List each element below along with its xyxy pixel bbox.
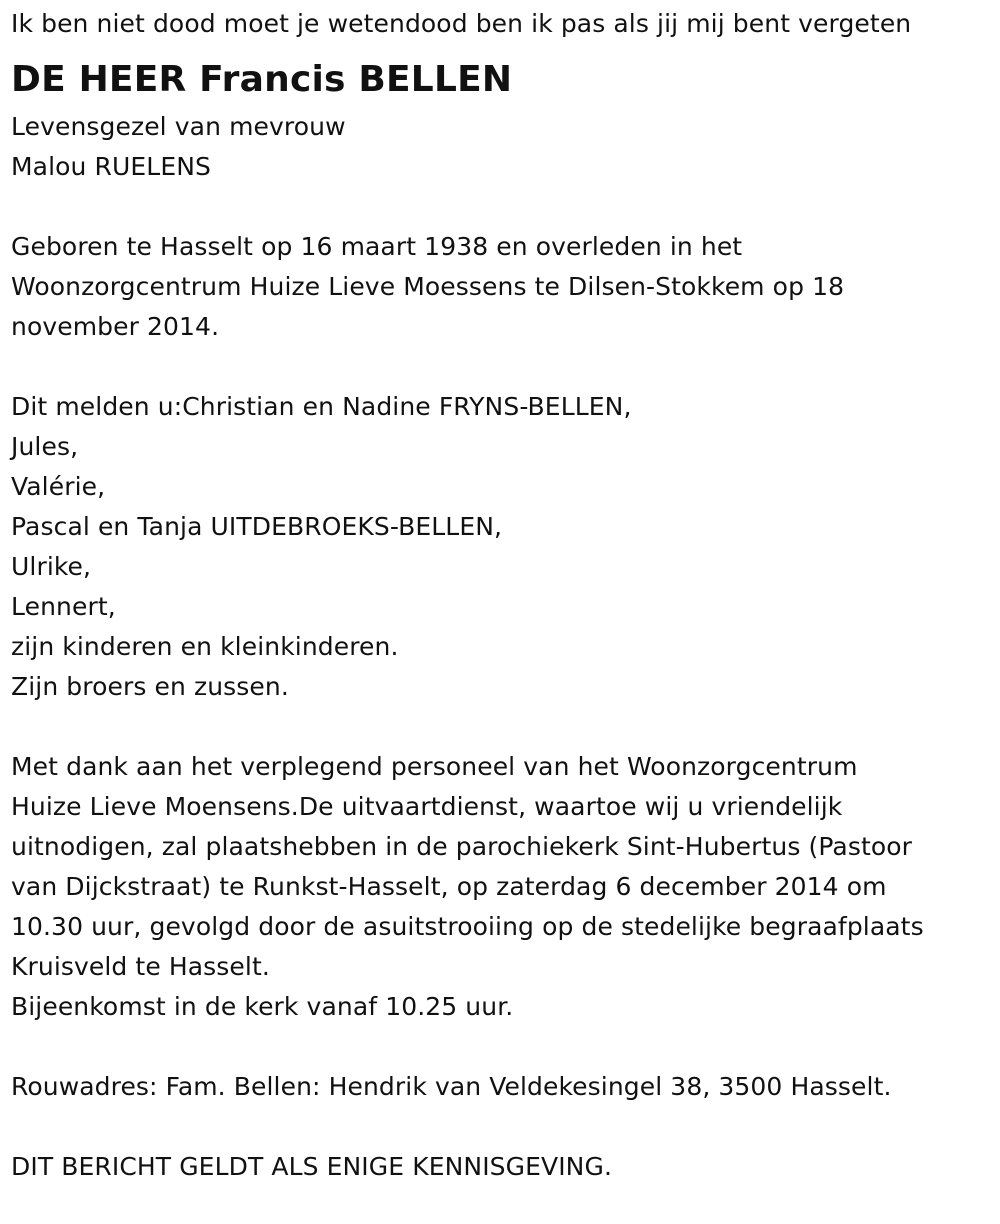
partner-line: Levensgezel van mevrouw <box>11 112 346 141</box>
birth-death-line: Woonzorgcentrum Huize Lieve Moessens te Dilsen-Stokkem op 18 <box>11 272 845 301</box>
deceased-name-heading: DE HEER Francis BELLEN <box>11 59 513 100</box>
service-line: Kruisveld te Hasselt. <box>11 952 270 981</box>
service-line: Bijeenkomst in de kerk vanaf 10.25 uur. <box>11 992 514 1021</box>
service-line: Huize Lieve Moensens.De uitvaartdienst, waartoe wij u vriendelijk <box>11 792 843 821</box>
birth-death-paragraph <box>11 227 991 347</box>
family-line: Ulrike, <box>11 552 92 581</box>
spacer <box>11 1027 991 1067</box>
spacer <box>11 707 991 747</box>
birth-death-line: Geboren te Hasselt op 16 maart 1938 en overleden in het <box>11 232 743 261</box>
service-line: van Dijckstraat) te Runkst-Hasselt, op zaterdag 6 december 2014 om <box>11 872 887 901</box>
service-line: 10.30 uur, gevolgd door de asuitstrooiing op de stedelijke begraafplaats <box>11 912 924 941</box>
family-line: Jules, <box>11 432 79 461</box>
family-line: Pascal en Tanja UITDEBROEKS-BELLEN, <box>11 512 503 541</box>
service-line: Met dank aan het verplegend personeel van het Woonzorgcentrum <box>11 752 858 781</box>
partner-name: Malou RUELENS <box>11 152 211 181</box>
family-line: zijn kinderen en kleinkinderen. <box>11 632 399 661</box>
family-line: Zijn broers en zussen. <box>11 672 289 701</box>
notice-text: DIT BERICHT GELDT ALS ENIGE KENNISGEVING. <box>11 1152 612 1181</box>
family-line: Dit melden u:Christian en Nadine FRYNS-BELLEN, <box>11 392 632 421</box>
family-line: Lennert, <box>11 592 116 621</box>
partner-block <box>11 107 991 187</box>
family-list <box>11 387 991 707</box>
motto-text: Ik ben niet dood moet je wetendood ben ik pas als jij mij bent vergeten <box>11 9 912 38</box>
mourning-address: Rouwadres: Fam. Bellen: Hendrik van Veldekesingel 38, 3500 Hasselt. <box>11 1072 892 1101</box>
service-paragraph <box>11 747 991 1027</box>
spacer <box>11 347 991 387</box>
obituary-notice <box>11 4 991 1187</box>
family-line: Valérie, <box>11 472 106 501</box>
spacer <box>11 1107 991 1147</box>
birth-death-line: november 2014. <box>11 312 220 341</box>
service-line: uitnodigen, zal plaatshebben in de parochiekerk Sint-Hubertus (Pastoor <box>11 832 913 861</box>
spacer <box>11 187 991 227</box>
